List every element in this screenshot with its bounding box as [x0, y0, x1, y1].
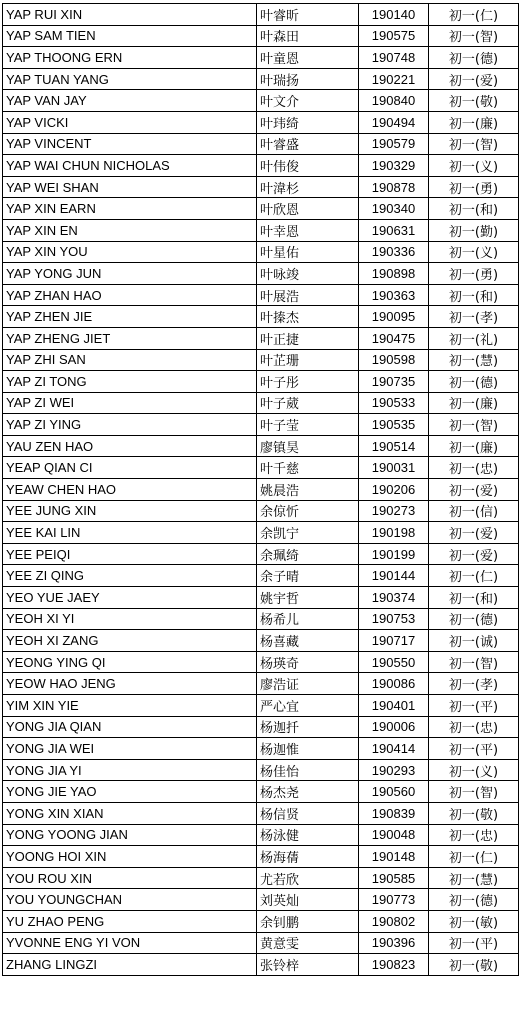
class-cell: 初一(敏)	[429, 910, 519, 932]
chinese-name-cell: 姚晨浩	[257, 479, 359, 501]
table-row	[3, 587, 519, 609]
student-name-cell: YAP YONG JUN	[3, 263, 257, 285]
chinese-name-cell: 黄意雯	[257, 932, 359, 954]
chinese-name-cell: 叶搸杰	[257, 306, 359, 328]
chinese-name-cell: 叶幸恩	[257, 219, 359, 241]
student-name-cell: YAP VAN JAY	[3, 90, 257, 112]
student-name-cell: YEE ZI QING	[3, 565, 257, 587]
student-name-cell: YONG JIE YAO	[3, 781, 257, 803]
chinese-name-cell: 叶玮绮	[257, 111, 359, 133]
table-row	[3, 176, 519, 198]
student-id-cell: 190514	[359, 435, 429, 457]
chinese-name-cell: 叶子葳	[257, 392, 359, 414]
student-name-cell: YAP WAI CHUN NICHOLAS	[3, 155, 257, 177]
student-name-cell: YEONG YING QI	[3, 651, 257, 673]
student-name-cell: YEE JUNG XIN	[3, 500, 257, 522]
student-name-cell: YU ZHAO PENG	[3, 910, 257, 932]
chinese-name-cell: 叶咏竣	[257, 263, 359, 285]
student-id-cell: 190748	[359, 47, 429, 69]
student-id-cell: 190273	[359, 500, 429, 522]
class-cell: 初一(德)	[429, 889, 519, 911]
class-cell: 初一(仁)	[429, 846, 519, 868]
table-row	[3, 910, 519, 932]
chinese-name-cell: 杨信贤	[257, 802, 359, 824]
student-id-cell: 190823	[359, 954, 429, 976]
class-cell: 初一(敬)	[429, 954, 519, 976]
chinese-name-cell: 叶子莹	[257, 414, 359, 436]
chinese-name-cell: 余子晴	[257, 565, 359, 587]
student-id-cell: 190086	[359, 673, 429, 695]
table-row	[3, 565, 519, 587]
student-id-cell: 190414	[359, 738, 429, 760]
student-id-cell: 190340	[359, 198, 429, 220]
table-row	[3, 284, 519, 306]
student-id-cell: 190717	[359, 630, 429, 652]
class-cell: 初一(德)	[429, 47, 519, 69]
table-row	[3, 695, 519, 717]
table-row	[3, 68, 519, 90]
student-name-cell: YAP VICKI	[3, 111, 257, 133]
student-id-cell: 190048	[359, 824, 429, 846]
student-id-cell: 190199	[359, 543, 429, 565]
chinese-name-cell: 叶睿昕	[257, 4, 359, 26]
student-id-cell: 190598	[359, 349, 429, 371]
chinese-name-cell: 叶伟俊	[257, 155, 359, 177]
class-cell: 初一(智)	[429, 651, 519, 673]
chinese-name-cell: 张铃梓	[257, 954, 359, 976]
class-cell: 初一(敬)	[429, 802, 519, 824]
chinese-name-cell: 余珮绮	[257, 543, 359, 565]
table-row	[3, 522, 519, 544]
student-id-cell: 190535	[359, 414, 429, 436]
chinese-name-cell: 叶子彤	[257, 371, 359, 393]
class-cell: 初一(义)	[429, 241, 519, 263]
chinese-name-cell: 叶湋杉	[257, 176, 359, 198]
student-name-cell: YEO YUE JAEY	[3, 587, 257, 609]
chinese-name-cell: 杨希儿	[257, 608, 359, 630]
table-row	[3, 198, 519, 220]
chinese-name-cell: 叶星佑	[257, 241, 359, 263]
student-name-cell: YAP XIN EN	[3, 219, 257, 241]
class-cell: 初一(礼)	[429, 327, 519, 349]
class-cell: 初一(勇)	[429, 176, 519, 198]
student-name-cell: YAP SAM TIEN	[3, 25, 257, 47]
student-id-cell: 190144	[359, 565, 429, 587]
class-cell: 初一(平)	[429, 738, 519, 760]
table-row	[3, 867, 519, 889]
student-name-cell: YAP ZHENG JIET	[3, 327, 257, 349]
student-id-cell: 190148	[359, 846, 429, 868]
table-row	[3, 4, 519, 26]
student-id-cell: 190374	[359, 587, 429, 609]
table-row	[3, 954, 519, 976]
table-row	[3, 111, 519, 133]
student-name-cell: YONG YOONG JIAN	[3, 824, 257, 846]
chinese-name-cell: 叶森田	[257, 25, 359, 47]
student-name-cell: YONG JIA YI	[3, 759, 257, 781]
student-id-cell: 190206	[359, 479, 429, 501]
student-name-cell: YAP WEI SHAN	[3, 176, 257, 198]
chinese-name-cell: 余倞忻	[257, 500, 359, 522]
student-name-cell: YAU ZEN HAO	[3, 435, 257, 457]
student-name-cell: YONG JIA WEI	[3, 738, 257, 760]
chinese-name-cell: 姚宇哲	[257, 587, 359, 609]
class-cell: 初一(诚)	[429, 630, 519, 652]
table-row	[3, 802, 519, 824]
class-cell: 初一(敬)	[429, 90, 519, 112]
class-cell: 初一(智)	[429, 25, 519, 47]
chinese-name-cell: 廖浩证	[257, 673, 359, 695]
table-row	[3, 327, 519, 349]
table-row	[3, 47, 519, 69]
class-cell: 初一(爱)	[429, 543, 519, 565]
class-cell: 初一(孝)	[429, 673, 519, 695]
student-name-cell: YEOW HAO JENG	[3, 673, 257, 695]
student-name-cell: YAP ZI WEI	[3, 392, 257, 414]
table-row	[3, 479, 519, 501]
student-id-cell: 190475	[359, 327, 429, 349]
student-name-cell: ZHANG LINGZI	[3, 954, 257, 976]
class-cell: 初一(孝)	[429, 306, 519, 328]
chinese-name-cell: 严心宜	[257, 695, 359, 717]
chinese-name-cell: 廖镇昊	[257, 435, 359, 457]
student-id-cell: 190293	[359, 759, 429, 781]
student-id-cell: 190329	[359, 155, 429, 177]
class-cell: 初一(仁)	[429, 565, 519, 587]
class-cell: 初一(和)	[429, 587, 519, 609]
class-cell: 初一(德)	[429, 371, 519, 393]
chinese-name-cell: 叶文介	[257, 90, 359, 112]
table-row	[3, 543, 519, 565]
student-id-cell: 190396	[359, 932, 429, 954]
student-id-cell: 190198	[359, 522, 429, 544]
roster-body	[3, 4, 519, 976]
chinese-name-cell: 叶展浩	[257, 284, 359, 306]
class-cell: 初一(爱)	[429, 68, 519, 90]
student-id-cell: 190221	[359, 68, 429, 90]
student-id-cell: 190006	[359, 716, 429, 738]
student-name-cell: YAP ZI YING	[3, 414, 257, 436]
student-name-cell: YVONNE ENG YI VON	[3, 932, 257, 954]
class-cell: 初一(忠)	[429, 457, 519, 479]
class-cell: 初一(慧)	[429, 349, 519, 371]
table-row	[3, 392, 519, 414]
class-cell: 初一(平)	[429, 695, 519, 717]
student-id-cell: 190585	[359, 867, 429, 889]
student-roster-table	[2, 3, 519, 976]
student-id-cell: 190031	[359, 457, 429, 479]
table-row	[3, 263, 519, 285]
student-name-cell: YONG XIN XIAN	[3, 802, 257, 824]
class-cell: 初一(勇)	[429, 263, 519, 285]
student-name-cell: YEAP QIAN CI	[3, 457, 257, 479]
table-row	[3, 651, 519, 673]
table-row	[3, 608, 519, 630]
class-cell: 初一(和)	[429, 198, 519, 220]
student-id-cell: 190560	[359, 781, 429, 803]
student-name-cell: YEE KAI LIN	[3, 522, 257, 544]
class-cell: 初一(爱)	[429, 522, 519, 544]
table-row	[3, 673, 519, 695]
chinese-name-cell: 杨海蒨	[257, 846, 359, 868]
student-id-cell: 190579	[359, 133, 429, 155]
student-id-cell: 190631	[359, 219, 429, 241]
student-id-cell: 190878	[359, 176, 429, 198]
table-row	[3, 306, 519, 328]
student-name-cell: YEE PEIQI	[3, 543, 257, 565]
chinese-name-cell: 叶欣恩	[257, 198, 359, 220]
class-cell: 初一(慧)	[429, 867, 519, 889]
class-cell: 初一(廉)	[429, 435, 519, 457]
chinese-name-cell: 杨佳怡	[257, 759, 359, 781]
table-row	[3, 846, 519, 868]
student-id-cell: 190839	[359, 802, 429, 824]
student-id-cell: 190840	[359, 90, 429, 112]
class-cell: 初一(廉)	[429, 111, 519, 133]
student-id-cell: 190363	[359, 284, 429, 306]
table-row	[3, 500, 519, 522]
class-cell: 初一(忠)	[429, 716, 519, 738]
student-name-cell: YAP VINCENT	[3, 133, 257, 155]
table-row	[3, 414, 519, 436]
class-cell: 初一(忠)	[429, 824, 519, 846]
table-row	[3, 824, 519, 846]
table-row	[3, 738, 519, 760]
chinese-name-cell: 叶童恩	[257, 47, 359, 69]
chinese-name-cell: 余凯宁	[257, 522, 359, 544]
table-row	[3, 457, 519, 479]
table-row	[3, 25, 519, 47]
table-row	[3, 781, 519, 803]
student-name-cell: YEOH XI ZANG	[3, 630, 257, 652]
chinese-name-cell: 余钊鹏	[257, 910, 359, 932]
student-name-cell: YIM XIN YIE	[3, 695, 257, 717]
student-id-cell: 190802	[359, 910, 429, 932]
student-id-cell: 190336	[359, 241, 429, 263]
class-cell: 初一(智)	[429, 133, 519, 155]
table-row	[3, 241, 519, 263]
student-id-cell: 190533	[359, 392, 429, 414]
class-cell: 初一(义)	[429, 759, 519, 781]
student-name-cell: YAP XIN EARN	[3, 198, 257, 220]
table-row	[3, 371, 519, 393]
class-cell: 初一(智)	[429, 414, 519, 436]
student-id-cell: 190575	[359, 25, 429, 47]
student-name-cell: YAP RUI XIN	[3, 4, 257, 26]
table-row	[3, 90, 519, 112]
table-row	[3, 219, 519, 241]
student-id-cell: 190140	[359, 4, 429, 26]
student-id-cell: 190550	[359, 651, 429, 673]
chinese-name-cell: 杨杰尧	[257, 781, 359, 803]
table-row	[3, 133, 519, 155]
class-cell: 初一(平)	[429, 932, 519, 954]
class-cell: 初一(和)	[429, 284, 519, 306]
chinese-name-cell: 叶瑞扬	[257, 68, 359, 90]
student-name-cell: YEOH XI YI	[3, 608, 257, 630]
student-id-cell: 190494	[359, 111, 429, 133]
student-name-cell: YEAW CHEN HAO	[3, 479, 257, 501]
chinese-name-cell: 叶正捷	[257, 327, 359, 349]
student-name-cell: YAP ZI TONG	[3, 371, 257, 393]
student-id-cell: 190898	[359, 263, 429, 285]
student-name-cell: YOONG HOI XIN	[3, 846, 257, 868]
student-name-cell: YOU YOUNGCHAN	[3, 889, 257, 911]
student-name-cell: YAP TUAN YANG	[3, 68, 257, 90]
chinese-name-cell: 叶芷珊	[257, 349, 359, 371]
student-name-cell: YOU ROU XIN	[3, 867, 257, 889]
table-row	[3, 435, 519, 457]
student-name-cell: YAP XIN YOU	[3, 241, 257, 263]
chinese-name-cell: 叶睿盛	[257, 133, 359, 155]
class-cell: 初一(仁)	[429, 4, 519, 26]
chinese-name-cell: 叶千慈	[257, 457, 359, 479]
class-cell: 初一(义)	[429, 155, 519, 177]
student-id-cell: 190401	[359, 695, 429, 717]
student-name-cell: YAP ZHEN JIE	[3, 306, 257, 328]
table-row	[3, 932, 519, 954]
chinese-name-cell: 尤若欣	[257, 867, 359, 889]
student-name-cell: YAP THOONG ERN	[3, 47, 257, 69]
student-id-cell: 190095	[359, 306, 429, 328]
student-id-cell: 190753	[359, 608, 429, 630]
class-cell: 初一(勤)	[429, 219, 519, 241]
chinese-name-cell: 刘英灿	[257, 889, 359, 911]
chinese-name-cell: 杨泳健	[257, 824, 359, 846]
class-cell: 初一(爱)	[429, 479, 519, 501]
chinese-name-cell: 杨迦惟	[257, 738, 359, 760]
class-cell: 初一(智)	[429, 781, 519, 803]
student-name-cell: YAP ZHI SAN	[3, 349, 257, 371]
table-row	[3, 759, 519, 781]
class-cell: 初一(德)	[429, 608, 519, 630]
table-row	[3, 889, 519, 911]
class-cell: 初一(廉)	[429, 392, 519, 414]
table-row	[3, 630, 519, 652]
chinese-name-cell: 杨瑛奇	[257, 651, 359, 673]
chinese-name-cell: 杨喜藏	[257, 630, 359, 652]
chinese-name-cell: 杨迦扦	[257, 716, 359, 738]
class-cell: 初一(信)	[429, 500, 519, 522]
table-row	[3, 716, 519, 738]
table-row	[3, 349, 519, 371]
table-row	[3, 155, 519, 177]
student-id-cell: 190773	[359, 889, 429, 911]
student-id-cell: 190735	[359, 371, 429, 393]
student-name-cell: YONG JIA QIAN	[3, 716, 257, 738]
student-name-cell: YAP ZHAN HAO	[3, 284, 257, 306]
